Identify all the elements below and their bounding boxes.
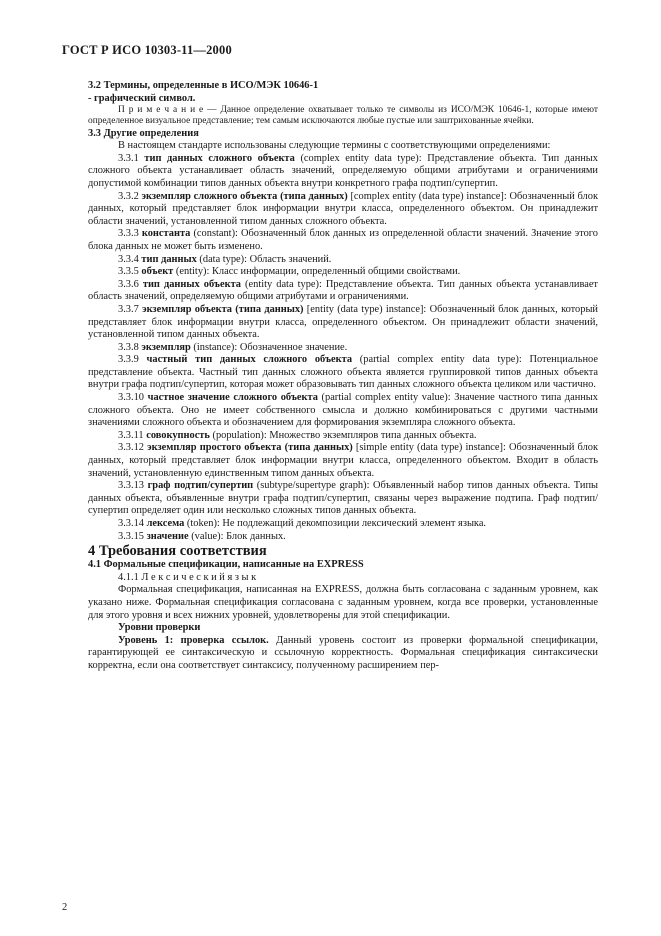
definition-term: тип данных объекта — [142, 278, 241, 290]
section-4-1-heading: 4.1 Формальные спецификации, написанные на EXPRESS — [88, 559, 364, 571]
definition-text: [entity (data type) instance]: Обозначенный блок данных, который представляет блок информации внутри класса, определенного объектом. Он принадлежит области значений, установленной типом данных объекта. — [88, 303, 598, 341]
definition-number: 3.3.4 — [118, 253, 139, 265]
definition-item — [88, 266, 598, 279]
definition-text: (value): Блок данных. — [188, 530, 286, 542]
definition-term: константа — [141, 228, 191, 240]
definition-item — [88, 279, 598, 304]
section-4-1-1-heading: 4.1.1 Л е к с и ч е с к и й я з ы к — [118, 571, 257, 583]
definition-term: лексема — [146, 518, 185, 529]
document-body — [88, 80, 598, 673]
definition-term: тип данных сложного объекта — [144, 152, 295, 164]
definition-text: (partial complex entity value): Значение частного типа данных сложного объекта. Оно не имеет собственного смысла и должно комбинироваться с другими частными значениями сложного объекта и обозначением для формирования экземпляра сложного объекта. — [88, 392, 598, 429]
definition-text: (entity data type): Представление объекта. Тип данных объекта устанавливает область значений, определяемую общими атрибутами и ограничениями. — [88, 278, 598, 303]
note-text: — Данное определение охватывает только те символы из ИСО/МЭК 10646-1, которые имеют определенное визуальное представление; тем самым исключаются любые пустые или заштрихованные ячейки. — [88, 105, 599, 127]
definition-item — [88, 342, 598, 355]
definition-number: 3.3.6 — [118, 278, 139, 290]
definition-number: 3.3.5 — [118, 266, 139, 278]
definition-text: (constant): Обозначенный блок данных из определенной области значений. Значение этого блока данных не может быть изменено. — [88, 228, 598, 252]
note-label: П р и м е ч а н и е — [118, 105, 204, 116]
definition-text: (subtype/supertype graph): Объявленный набор типов данных объекта. Типы данных объекта, объявленные внутри графа подтип/супертип, связаны через выражение подтипа. Граф подтип/супертип определяет один или несколько сложных типов данных объекта. — [88, 480, 598, 517]
definition-text: (partial complex entity data type): Потенциальное представление объекта. Частный тип данных сложного объекта является группировкой типов данных объекта внутри графа подтип/супертип, которая может образовывать тип данных сложного объекта целиком или частично. — [88, 354, 598, 391]
definition-number: 3.3.1 — [118, 152, 139, 164]
section-4-1-1-paragraph: Формальная спецификация, написанная на EXPRESS, должна быть согласована с заданным уровнем, как указано ниже. Формальная спецификация согласована с заданным уровнем, когда все проверки, установленные для этого уровня и всех нижних уровней, удовлетворены для этой спецификации. — [88, 584, 598, 621]
definition-number: 3.3.2 — [118, 190, 139, 202]
section-4-heading: 4 Требования соответствия — [88, 543, 267, 560]
definition-number: 3.3.7 — [118, 303, 139, 315]
definition-item — [88, 480, 598, 518]
definition-number: 3.3.11 — [118, 429, 144, 441]
definition-text: [simple entity (data type) instance]: Обозначенный блок данных, который представляет блок информации внутри класса, определенного объектом. Входит в область значений, установленную единственным типом данных объекта. — [88, 442, 599, 479]
definition-number: 3.3.13 — [118, 480, 144, 492]
definition-item — [88, 392, 598, 430]
definition-item — [88, 304, 598, 342]
definition-term: экземпляр сложного объекта (типа данных) — [141, 190, 348, 202]
definition-term: граф подтип/супертип — [147, 480, 254, 492]
section-3-2-heading: 3.2 Термины, определенные в ИСО/МЭК 10646-1 — [88, 80, 319, 91]
definition-number: 3.3.3 — [118, 228, 139, 240]
definition-item — [88, 254, 598, 267]
section-3-3-heading: 3.3 Другие определения — [88, 127, 199, 139]
definition-item — [88, 191, 598, 229]
level-1-paragraph — [88, 635, 598, 673]
definition-number: 3.3.8 — [118, 341, 139, 353]
definition-number: 3.3.9 — [118, 354, 139, 366]
definition-term: значение — [146, 530, 189, 542]
definition-term: экземпляр объекта (типа данных) — [142, 303, 304, 315]
definition-text: [complex entity (data type) instance]: Обозначенный блок данных, который представляет блок информации внутри класса, определенного объектом. Он принадлежит области значений, установленной типом данных сложного объекта. — [88, 190, 598, 227]
levels-heading: Уровни проверки — [118, 622, 201, 634]
definition-text: (population): Множество экземпляров типа данных объекта. — [209, 429, 477, 441]
level-1-text: Данный уровень состоит из проверки формальной спецификации, гарантирующей ее синтаксическую и ссылочную корректность. Формальная спецификация синтаксически корректна, если она соответствует синтаксису, полученному расширением пер- — [88, 634, 598, 671]
definition-text: (instance): Обозначенное значение. — [190, 341, 348, 353]
definition-term: экземпляр — [141, 341, 191, 353]
section-3-3-intro: В настоящем стандарте использованы следующие термины с соответствующими определениями: — [118, 140, 551, 152]
definition-text: (data type): Область значений. — [196, 253, 332, 265]
definition-text: (entity): Класс информации, определенный общими свойствами. — [173, 266, 461, 278]
definition-term: объект — [141, 266, 174, 278]
definition-term: экземпляр простого объекта (типа данных) — [147, 442, 353, 454]
definition-number: 3.3.12 — [118, 442, 144, 454]
level-1-label: Уровень 1: проверка ссылок. — [118, 634, 269, 646]
definition-text: (complex entity data type): Представление объекта. Тип данных сложного объекта устанавливает область значений, определяемую общими атрибутами и ограничениями допустимой комбинации типов данных объекта внутри конкретного графа подтип/супертип. — [88, 152, 598, 189]
definition-item — [88, 354, 598, 392]
definition-item — [88, 153, 598, 191]
definition-number: 3.3.15 — [118, 530, 144, 542]
definition-item — [88, 518, 598, 531]
definition-list — [88, 153, 598, 543]
page-number: 2 — [62, 902, 68, 913]
definition-item — [88, 531, 598, 544]
definition-term: тип данных — [141, 253, 197, 265]
section-3-2-term: - графический символ. — [88, 92, 196, 104]
definition-item — [88, 430, 598, 443]
document-header: ГОСТ Р ИСО 10303-11—2000 — [62, 43, 232, 57]
definition-text: (token): Не подлежащий декомпозиции лексический элемент языка. — [184, 518, 487, 529]
definition-term: совокупность — [146, 429, 210, 441]
section-3-2-note — [88, 105, 598, 127]
definition-term: частный тип данных сложного объекта — [146, 354, 353, 366]
definition-number: 3.3.10 — [118, 392, 144, 404]
definition-term: частное значение сложного объекта — [147, 392, 318, 404]
definition-item — [88, 442, 598, 480]
definition-item — [88, 228, 598, 253]
definition-number: 3.3.14 — [118, 518, 144, 529]
